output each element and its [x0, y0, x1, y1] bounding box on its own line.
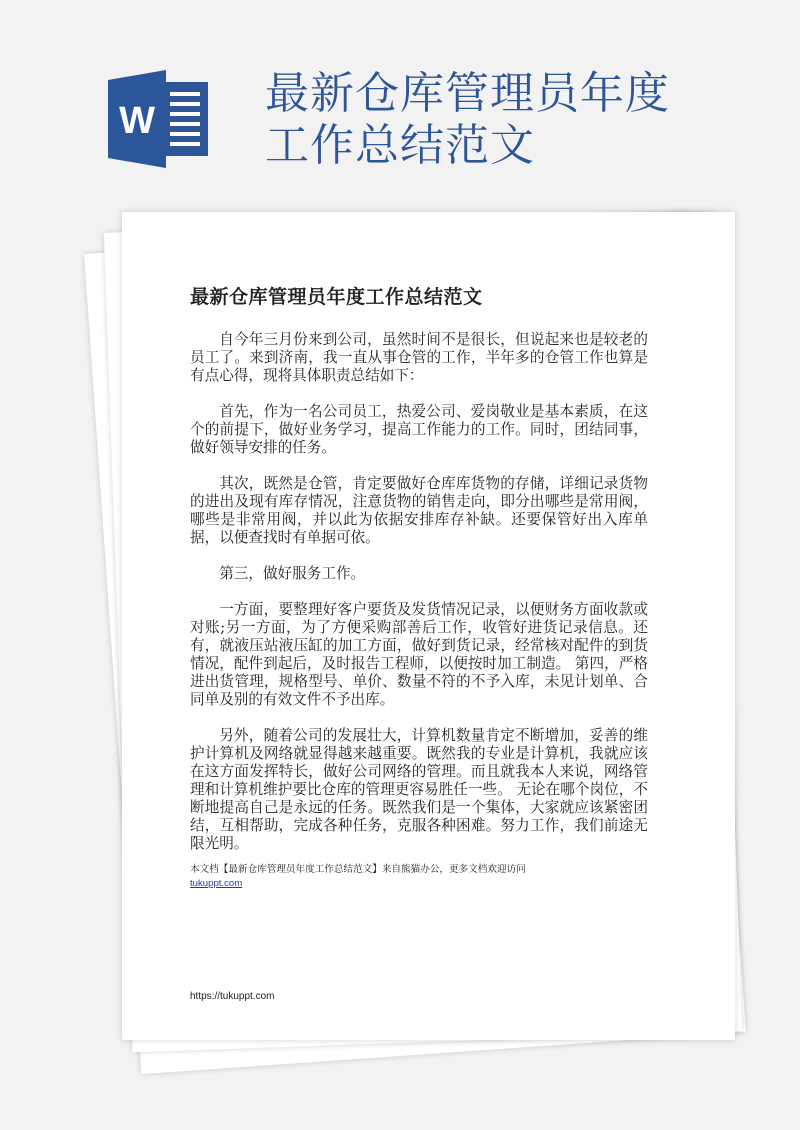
- paragraph: 自今年三月份来到公司，虽然时间不是很长，但说起来也是较老的员工了。来到济南，我一直从事仓管的工作，半年多的仓管工作也算是有点心得，现将具体职责总结如下：: [190, 331, 648, 384]
- source-note: [190, 863, 648, 891]
- paragraph: 一方面，要整理好客户要货及发货情况记录，以便财务方面收款或对账;另一方面，为了方便采购部善后工作，收管好进货记录信息。还有，就液压站液压缸的加工方面，做好到货记录，经常核对配件的到货情况，配件到起后，及时报告工程师，以便按时加工制造。 第四，严格进出货管理，规格型号、单价、数量不符的不予入库，未见计划单、合同单及别的有效文件不予出库。: [190, 601, 648, 708]
- paragraph: 另外，随着公司的发展壮大，计算机数量肯定不断增加，妥善的维护计算机及网络就显得越来越重要。既然我的专业是计算机，我就应该在这方面发挥特长，做好公司网络的管理。而且就我本人来说，网络管理和计算机维护要比仓库的管理更容易胜任一些。 无论在哪个岗位，不断地提高自己是永远的任务。既然我们是一个集体，大家就应该紧密团结，互相帮助，完成各种任务，克服各种困难。努力工作，我们前途无限光明。: [190, 727, 648, 852]
- word-icon: [108, 70, 213, 168]
- paragraph: 首先，作为一名公司员工，热爱公司、爱岗敬业是基本素质，在这个的前提下，做好业务学习，提高工作能力的工作。同时，团结同事，做好领导安排的任务。: [190, 403, 648, 456]
- source-link[interactable]: tukuppt.com: [190, 878, 243, 889]
- footer-url: https://tukuppt.com: [190, 991, 275, 1002]
- document-title: 最新仓库管理员年度工作总结范文: [190, 286, 483, 308]
- svg-text:W: W: [119, 100, 155, 142]
- source-note-text: 本文档【最新仓库管理员年度工作总结范文】来自熊猫办公，更多文档欢迎访问: [190, 864, 526, 875]
- document-body: [190, 282, 648, 891]
- page-title: 最新仓库管理员年度工作总结范文: [265, 68, 670, 171]
- paragraph: 其次，既然是仓管，肯定要做好仓库库货物的存储，详细记录货物的进出及现有库存情况，注意货物的销售走向，即分出哪些是常用阀，哪些是非常用阀，并以此为依据安排库存补缺。还要保管好出入库单据，以便查找时有单据可依。: [190, 475, 648, 546]
- paragraph: 第三，做好服务工作。: [219, 565, 366, 582]
